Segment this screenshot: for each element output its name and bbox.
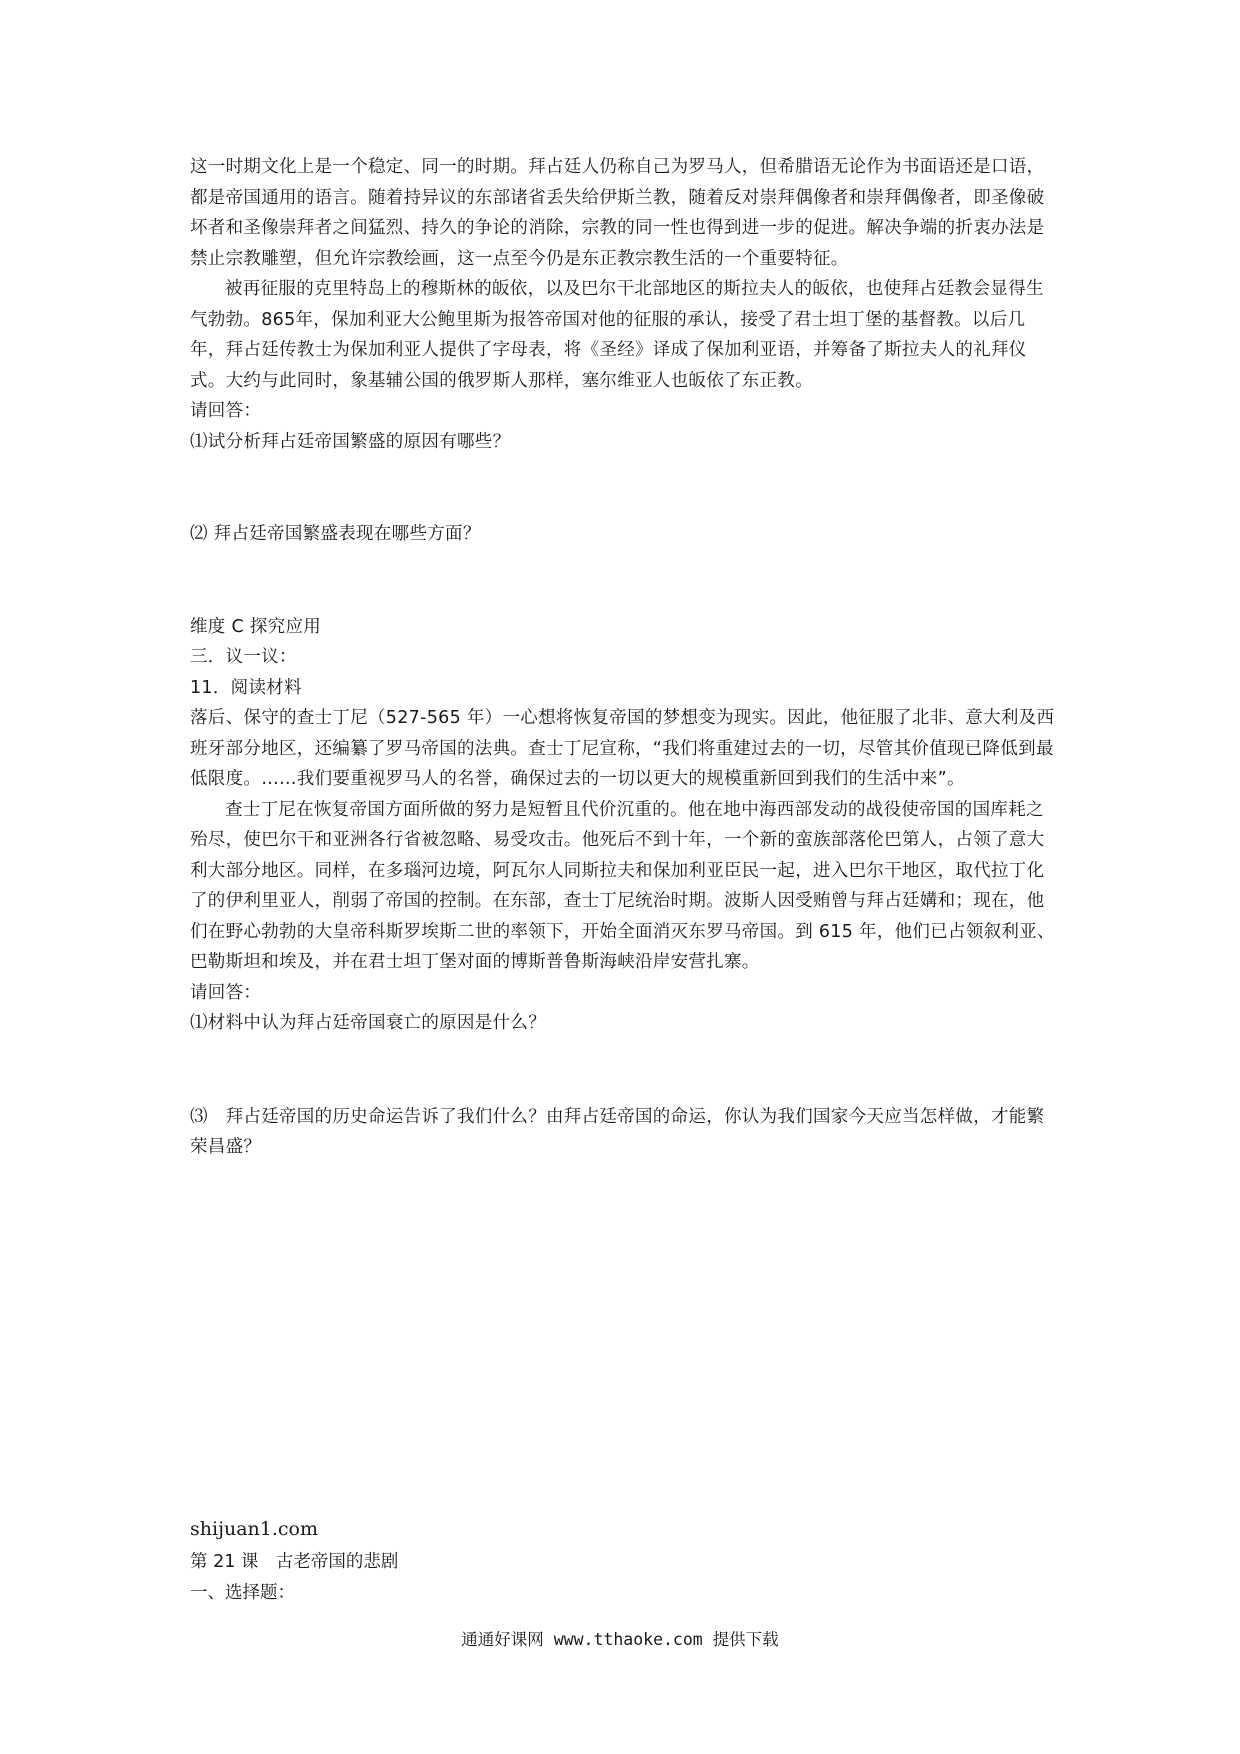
dimension-heading: 维度 C 探究应用 — [190, 616, 322, 637]
question-2: ⑵ 拜占廷帝国繁盛表现在哪些方面？ — [190, 524, 481, 544]
section-title: 一、选择题： — [190, 1583, 295, 1603]
answer-prompt: 请回答： — [190, 401, 262, 421]
section-heading: 三．议一议： — [190, 647, 297, 667]
passage1-paragraph-1: 这一时期文化上是一个稳定、同一的时期。拜占廷人仍称自己为罗马人，但希腊语无论作为书面语还是口语，都是帝国通用的语言。随着持异议的东部诸省丢失给伊斯兰教，随着反对崇拜偶像者和崇拜偶像者，即圣像破坏者和圣像崇拜者之间猛烈、持久的争论的消除，宗教的同一性也得到进一步的促进。解决争端的折衷办法是禁止宗教雕塑，但允许宗教绘画，这一点至今仍是东正教宗教生活的一个重要特征。 — [190, 157, 1045, 269]
site-label: shijuan1.com — [190, 1518, 318, 1540]
item-heading: 11．阅读材料 — [190, 677, 302, 698]
material-paragraph-1: 落后、保守的查士丁尼（527-565 年）一心想将恢复帝国的梦想变为现实。因此，他征服了北非、意大利及西班牙部分地区，还编纂了罗马帝国的法典。查士丁尼宣称，“我们将重建过去的一切，尽管其价值现已降低到最低限度。……我们要重视罗马人的名誉，确保过去的一切以更大的规模重新回到我们的生活中来”。 — [190, 708, 1055, 789]
answer-space — [190, 457, 1060, 519]
material-paragraph-2: 查士丁尼在恢复帝国方面所做的努力是短暂且代价沉重的。他在地中海西部发动的战役使帝国的国库耗之殆尽，使巴尔干和亚洲各行省被忽略、易受攻击。他死后不到十年，一个新的蛮族部落伦巴第人，占领了意大利大部分地区。同样，在多瑙河边境，阿瓦尔人同斯拉夫和保加利亚臣民一起，进入巴尔干地区，取代拉丁化了的伊利里亚人，削弱了帝国的控制。在东部，查士丁尼统治时期。波斯人因受贿曾与拜占廷媾和；现在，他们在野心勃勃的大皇帝科斯罗埃斯二世的率领下，开始全面消灭东罗马帝国。到 615 年，他们已占领叙利亚、巴勒斯坦和埃及，并在君士坦丁堡对面的博斯普鲁斯海峡沿岸安营扎寨。 — [190, 799, 1055, 972]
passage1-paragraph-2: 被再征服的克里特岛上的穆斯林的皈依，以及巴尔干北部地区的斯拉夫人的皈依，也使拜占廷教会显得生气勃勃。865年，保加利亚大公鲍里斯为报答帝国对他的征服的承认，接受了君士坦丁堡的基督教。以后几年，拜占廷传教士为保加利亚人提供了字母表，将《圣经》译成了保加利亚语，并筹备了斯拉夫人的礼拜仪式。大约与此同时，象基辅公国的俄罗斯人那样，塞尔维亚人也皈依了东正教。 — [190, 279, 1044, 391]
answer-space — [190, 550, 1060, 612]
page-footer: 通通好课网 www.tthaoke.com 提供下载 — [461, 1630, 779, 1649]
answer-space — [190, 1039, 1060, 1102]
answer-prompt: 请回答： — [190, 982, 262, 1003]
lesson-title: 第 21 课 古老帝国的悲剧 — [190, 1552, 399, 1572]
question-1: ⑴材料中认为拜占廷帝国衰亡的原因是什么？ — [190, 1013, 546, 1033]
question-3: ⑶ 拜占廷帝国的历史命运告诉了我们什么？由拜占廷帝国的命运，你认为我们国家今天应当怎样做，才能繁荣昌盛？ — [190, 1106, 1045, 1157]
question-1: ⑴试分析拜占廷帝国繁盛的原因有哪些？ — [190, 431, 511, 452]
main-text — [190, 152, 1060, 1163]
